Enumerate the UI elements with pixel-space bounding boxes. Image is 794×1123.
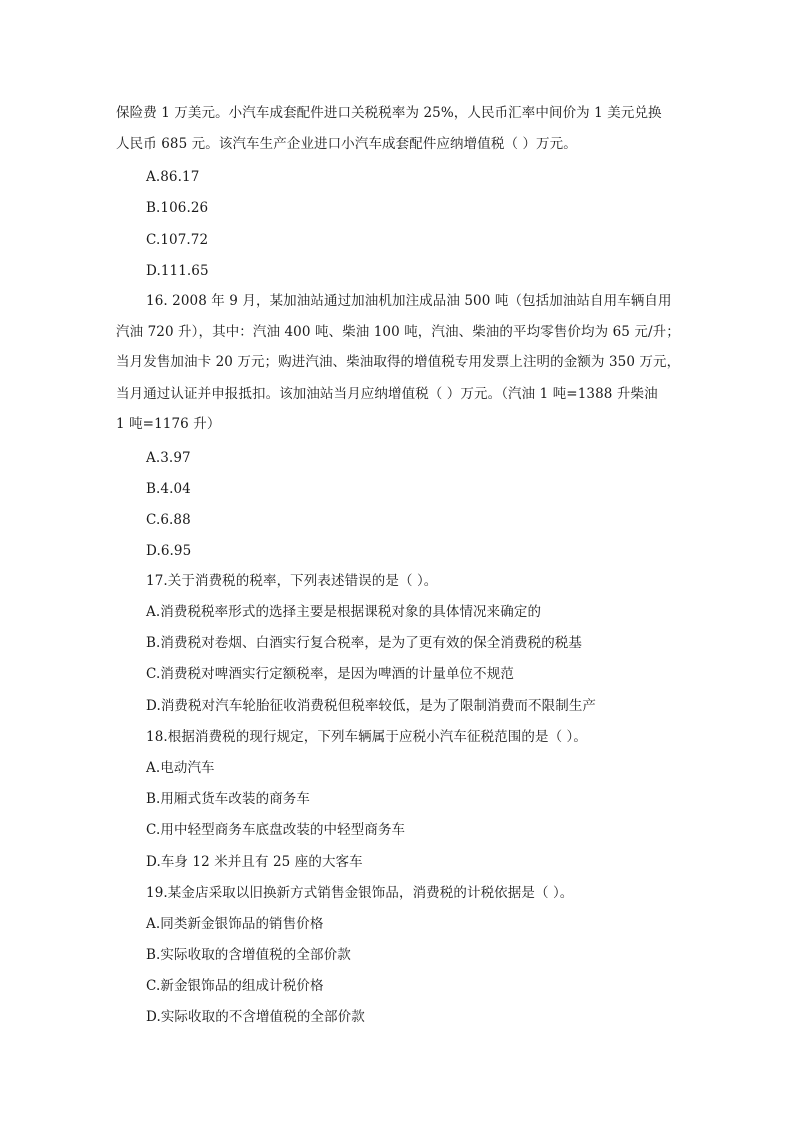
- q16-option-b: B.4.04: [146, 481, 191, 497]
- q18-option-c: C.用中轻型商务车底盘改装的中轻型商务车: [146, 822, 406, 838]
- q19-option-b: B.实际收取的含增值税的全部价款: [146, 947, 351, 963]
- q17-option-d: D.消费税对汽车轮胎征收消费税但税率较低，是为了限制消费而不限制生产: [146, 698, 597, 714]
- q18-text: 18.根据消费税的现行规定，下列车辆属于应税小汽车征税范围的是（ ）。: [146, 729, 588, 745]
- q17-text: 17.关于消费税的税率，下列表述错误的是（ ）。: [146, 573, 438, 589]
- q19-text: 19.某金店采取以旧换新方式销售金银饰品，消费税的计税依据是（ ）。: [146, 885, 574, 901]
- q16-text-line-1: 16. 2008 年 9 月，某加油站通过加油机加注成品油 500 吨（包括加油站自用车辆自用: [146, 293, 672, 309]
- q17-option-a: A.消费税税率形式的选择主要是根据课税对象的具体情况来确定的: [146, 604, 542, 620]
- q17-option-b: B.消费税对卷烟、白酒实行复合税率，是为了更有效的保全消费税的税基: [146, 635, 583, 651]
- q19-option-a: A.同类新金银饰品的销售价格: [146, 916, 324, 932]
- q19-option-d: D.实际收取的不含增值税的全部价款: [146, 1009, 365, 1025]
- q16-text-line-5: 1 吨=1176 升）: [116, 416, 221, 432]
- q16-option-a: A.3.97: [146, 450, 191, 466]
- q16-text-line-2: 汽油 720 升），其中：汽油 400 吨、柴油 100 吨，汽油、柴油的平均零售价均为 65 元/升；: [116, 324, 680, 340]
- q15-option-a: A.86.17: [146, 169, 200, 185]
- q16-text-line-4: 当月通过认证并申报抵扣。该加油站当月应纳增值税（ ）万元。（汽油 1 吨=1388 升柴油: [116, 386, 658, 402]
- q16-text-line-3: 当月发售加油卡 20 万元；购进汽油、柴油取得的增值税专用发票上注明的金额为 350 万元，: [116, 354, 681, 370]
- q17-option-c: C.消费税对啤酒实行定额税率，是因为啤酒的计量单位不规范: [146, 666, 514, 682]
- q15-text-line-1: 保险费 1 万美元。小汽车成套配件进口关税税率为 25%，人民币汇率中间价为 1 美元兑换: [116, 105, 662, 121]
- q15-option-d: D.111.65: [146, 263, 209, 279]
- q18-option-a: A.电动汽车: [146, 760, 215, 776]
- q18-option-b: B.用厢式货车改装的商务车: [146, 791, 311, 807]
- q16-option-c: C.6.88: [146, 512, 191, 528]
- q15-option-c: C.107.72: [146, 232, 209, 248]
- q19-option-c: C.新金银饰品的组成计税价格: [146, 978, 324, 994]
- q15-text-line-2: 人民币 685 元。该汽车生产企业进口小汽车成套配件应纳增值税（ ）万元。: [116, 136, 577, 152]
- q15-option-b: B.106.26: [146, 200, 209, 216]
- q16-option-d: D.6.95: [146, 543, 192, 559]
- q18-option-d: D.车身 12 米并且有 25 座的大客车: [146, 854, 363, 870]
